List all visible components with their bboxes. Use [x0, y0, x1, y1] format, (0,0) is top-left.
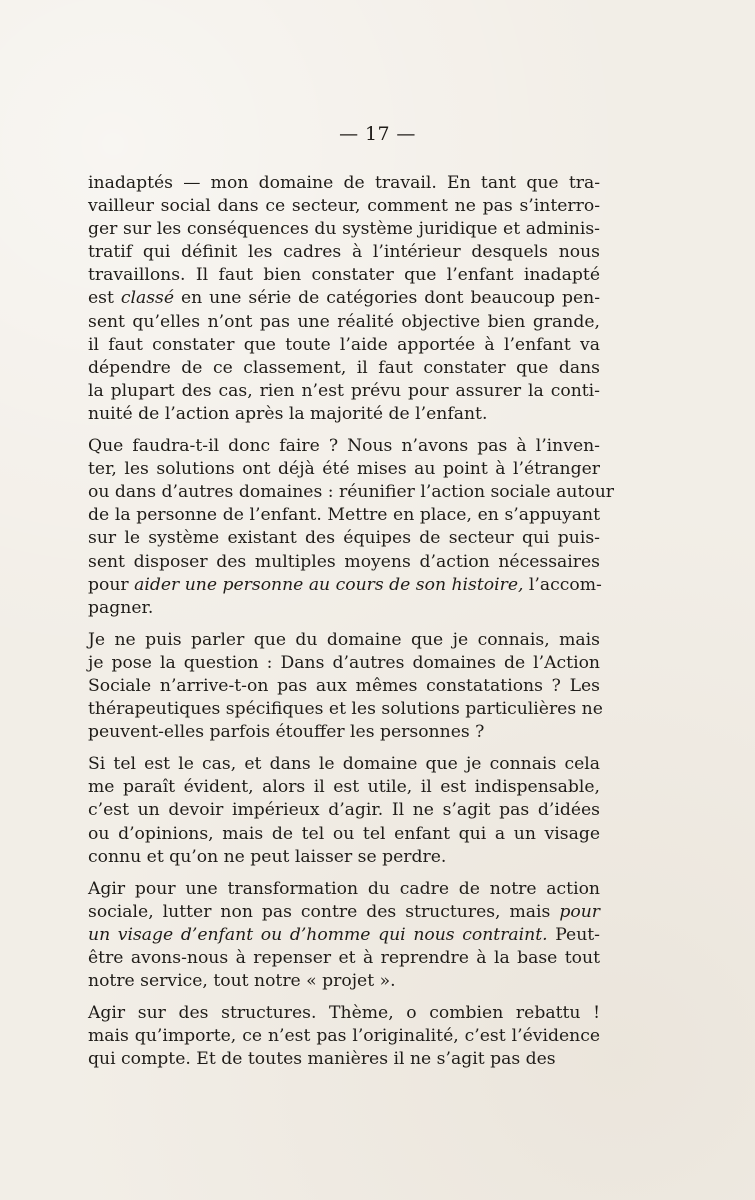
text-line: Agir pour une transformation du cadre de notre action: [88, 878, 600, 899]
text-line: [88, 287, 600, 310]
text-line: sur le système existant des équipes de secteur qui puis-: [88, 528, 600, 549]
text-line: Si tel est le cas, et dans le domaine que je connais cela: [88, 754, 600, 775]
page-number: — 17 —: [339, 123, 416, 145]
text-segment: l’accom-: [523, 574, 602, 595]
text-line: Que faudra-t-il donc faire ? Nous n’avons pas à l’inven-: [88, 436, 600, 457]
paragraph: [88, 753, 600, 868]
body-text: [88, 172, 614, 1080]
text-line: la plupart des cas, rien n’est prévu pour assurer la conti-: [88, 380, 600, 401]
text-line: c’est un devoir impérieux d’agir. Il ne s’agit pas d’idées: [88, 800, 600, 821]
text-segment: pour: [88, 574, 135, 595]
paragraph: [88, 878, 600, 993]
text-line: connu et qu’on ne peut laisser se perdre.: [88, 846, 447, 867]
text-line: notre service, tout notre « projet ».: [88, 971, 396, 992]
text-line: [88, 574, 600, 597]
text-line: ou d’opinions, mais de tel ou tel enfant qui a un visage: [88, 823, 600, 844]
text-line: dépendre de ce classement, il faut constater que dans: [88, 357, 600, 378]
text-line: Je ne puis parler que du domaine que je connais, mais: [88, 629, 600, 650]
text-line: inadaptés — mon domaine de travail. En tant que tra-: [88, 173, 600, 193]
italic-text-segment: un visage d’enfant ou d’homme qui nous contraint.: [88, 924, 548, 945]
text-line: être avons-nous à repenser et à reprendre à la base tout: [88, 948, 600, 968]
text-line: me paraît évident, alors il est utile, il est indispensable,: [88, 777, 600, 798]
text-line: il faut constater que toute l’aide apportée à l’enfant va: [88, 334, 600, 355]
text-line: je pose la question : Dans d’autres domaines de l’Action: [88, 652, 600, 673]
text-segment: en une série de catégories dont beaucoup pen-: [174, 288, 600, 309]
text-line: travaillons. Il faut bien constater que l’enfant inadapté: [88, 265, 600, 286]
paragraph: [88, 172, 600, 426]
text-line: [88, 924, 600, 947]
text-line: [88, 901, 600, 924]
text-segment: Peut-: [547, 924, 600, 945]
text-line: pagner.: [88, 597, 154, 618]
text-line: ou dans d’autres domaines : réunifier l’action sociale autour: [88, 482, 614, 503]
text-line: peuvent-elles parfois étouffer les personnes ?: [88, 722, 485, 743]
text-line: ger sur les conséquences du système juridique et adminis-: [88, 219, 600, 240]
text-segment: sociale, lutter non pas contre des structures, mais: [88, 901, 560, 922]
text-line: sent qu’elles n’ont pas une réalité objective bien grande,: [88, 311, 600, 332]
text-line: ter, les solutions ont déjà été mises au point à l’étranger: [88, 459, 600, 480]
italic-text-segment: pour: [559, 901, 600, 922]
text-line: nuité de l’action après la majorité de l’enfant.: [88, 403, 488, 424]
text-line: tratif qui définit les cadres à l’intérieur desquels nous: [88, 242, 600, 263]
text-line: Sociale n’arrive-t-on pas aux mêmes constatations ? Les: [88, 675, 600, 696]
text-line: mais qu’importe, ce n’est pas l’originalité, c’est l’évidence: [88, 1026, 600, 1047]
paragraph: [88, 1002, 600, 1071]
text-line: vailleur social dans ce secteur, comment ne pas s’interro-: [88, 196, 600, 217]
text-line: thérapeutiques spécifiques et les solutions particulières ne: [88, 699, 603, 720]
paragraph: [88, 435, 614, 620]
text-line: de la personne de l’enfant. Mettre en place, en s’appuyant: [88, 505, 600, 526]
text-segment: est: [88, 288, 121, 309]
italic-text-segment: classé: [120, 288, 175, 309]
text-line: sent disposer des multiples moyens d’action nécessaires: [88, 551, 600, 572]
italic-text-segment: aider une personne au cours de son histoire,: [134, 574, 524, 595]
paragraph: [88, 629, 603, 744]
text-line: Agir sur des structures. Thème, o combien rebattu !: [88, 1003, 600, 1024]
text-line: qui compte. Et de toutes manières il ne s’agit pas des: [88, 1049, 556, 1070]
